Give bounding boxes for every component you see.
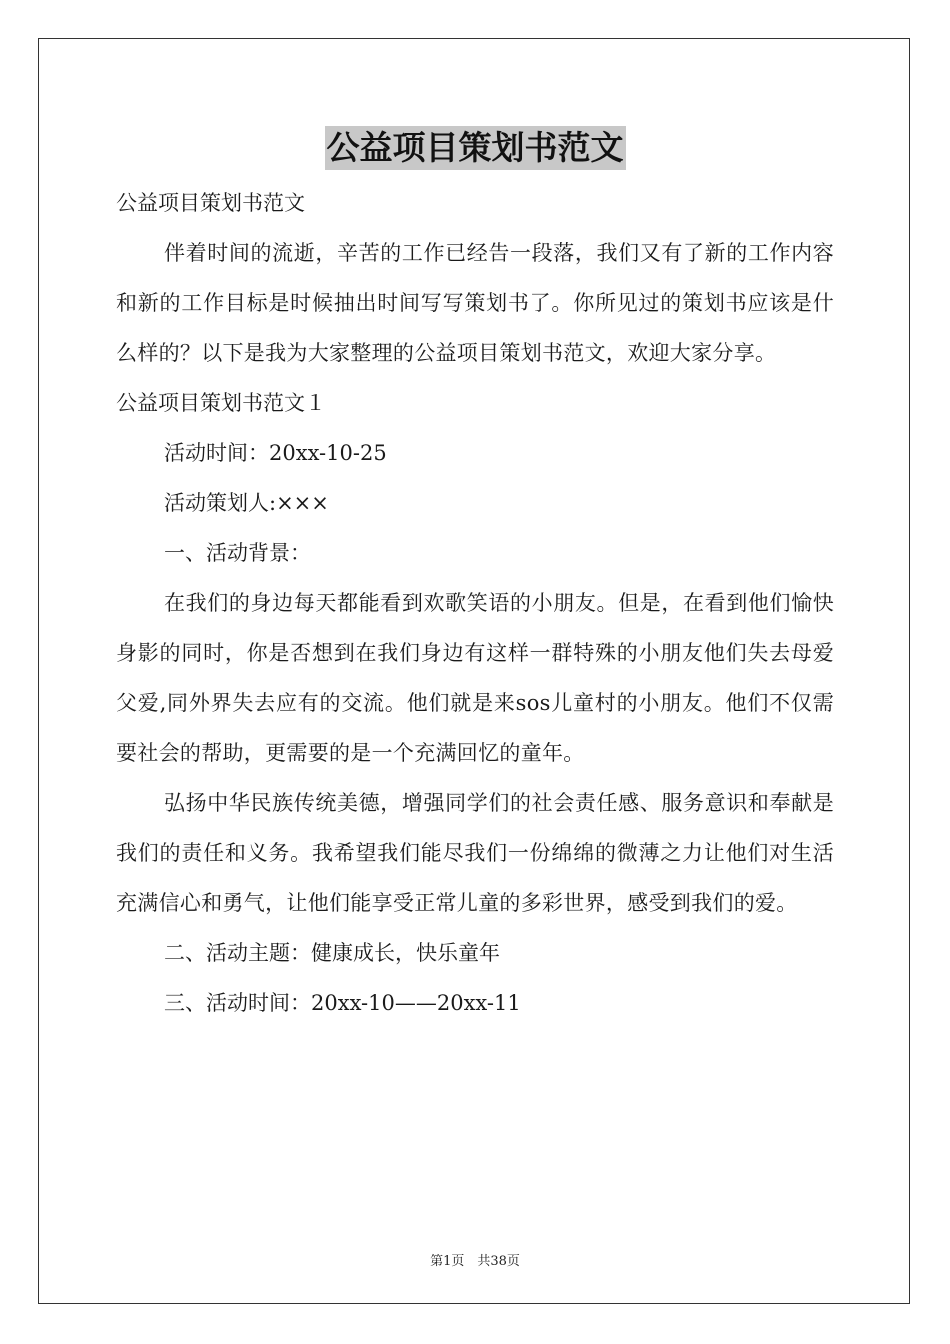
page-footer: 第1页 共38页	[430, 1254, 520, 1269]
activity-time: 活动时间：20xx-10-25	[164, 441, 387, 465]
title-container	[0, 126, 950, 170]
background-paragraph-1: 在我们的身边每天都能看到欢歌笑语的小朋友。但是，在看到他们愉快身影的同时，你是否想到在我们身边有这样一群特殊的小朋友他们失去母爱父爱,同外界失去应有的交流。他们就是来sos儿童村的小朋友。他们不仅需要社会的帮助，更需要的是一个充满回忆的童年。	[116, 591, 834, 765]
document-subtitle: 公益项目策划书范文	[116, 191, 305, 215]
activity-theme: 二、活动主题：健康成长，快乐童年	[164, 941, 500, 965]
background-heading: 一、活动背景：	[164, 541, 311, 565]
activity-planner: 活动策划人:×××	[164, 491, 329, 515]
background-paragraph-2: 弘扬中华民族传统美德，增强同学们的社会责任感、服务意识和奉献是我们的责任和义务。我希望我们能尽我们一份绵绵的微薄之力让他们对生活充满信心和勇气，让他们能享受正常儿童的多彩世界，感受到我们的爱。	[116, 791, 834, 915]
document-title: 公益项目策划书范文	[325, 126, 626, 170]
section-heading: 公益项目策划书范文１	[116, 391, 326, 415]
document-body	[116, 178, 834, 1028]
activity-period: 三、活动时间：20xx-10——20xx-11	[164, 991, 521, 1015]
intro-paragraph: 伴着时间的流逝，辛苦的工作已经告一段落，我们又有了新的工作内容和新的工作目标是时候抽出时间写写策划书了。你所见过的策划书应该是什么样的？以下是我为大家整理的公益项目策划书范文，欢迎大家分享。	[116, 241, 834, 365]
